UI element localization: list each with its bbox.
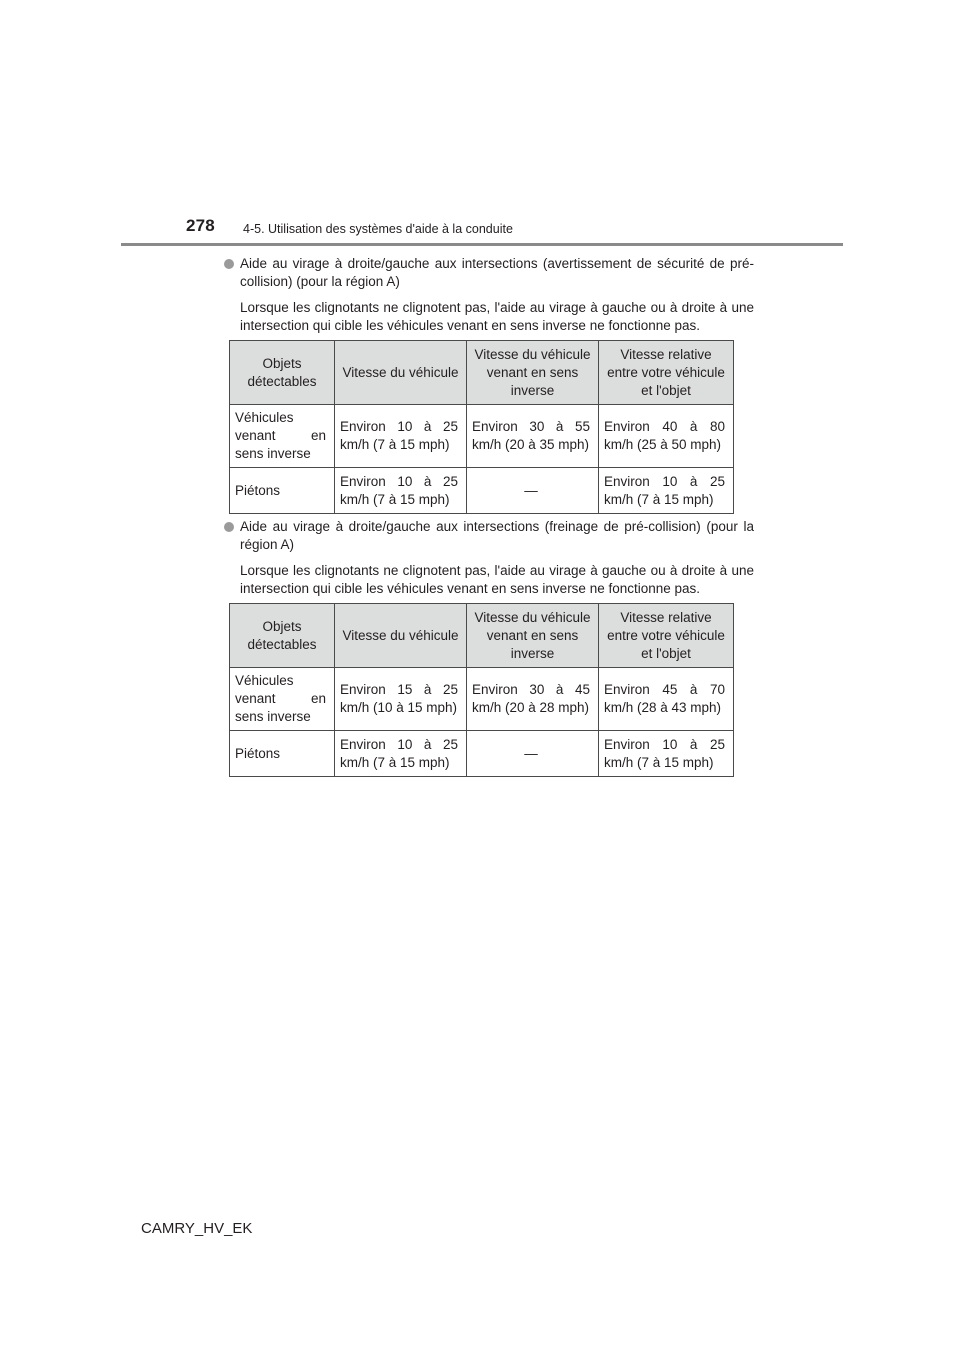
table-cell: Environ 10 à 25 km/h (7 à 15 mph) xyxy=(335,405,467,468)
table-cell: — xyxy=(467,468,599,514)
column-header: Vitesse du véhicule xyxy=(335,341,467,405)
section-2 xyxy=(224,518,754,598)
bullet-body: Lorsque les clignotants ne clignotent pas, l'aide au virage à gauche ou à droite à une intersection qui cible les véhicules venant en sens inverse ne fonctionne pas. xyxy=(240,563,754,596)
column-header: Vitesse relative entre votre véhicule et l'objet xyxy=(599,341,734,405)
spec-table-2 xyxy=(229,603,734,777)
table-cell: Environ 45 à 70 km/h (28 à 43 mph) xyxy=(599,668,734,731)
table-cell: Environ 15 à 25 km/h (10 à 15 mph) xyxy=(335,668,467,731)
bullet-dot-icon xyxy=(224,522,234,532)
column-header: Objets détectables xyxy=(230,604,335,668)
table-header-row xyxy=(230,341,734,405)
bullet-title: Aide au virage à droite/gauche aux intersections (freinage de pré-collision) (pour la région A) xyxy=(240,519,754,552)
header-divider xyxy=(121,243,843,246)
table-header-row xyxy=(230,604,734,668)
column-header: Vitesse du véhicule venant en sens inverse xyxy=(467,604,599,668)
column-header: Objets détectables xyxy=(230,341,335,405)
bullet-item xyxy=(224,255,754,335)
table-cell: — xyxy=(467,731,599,777)
column-header: Vitesse du véhicule venant en sens inverse xyxy=(467,341,599,405)
table-cell: Environ 30 à 45 km/h (20 à 28 mph) xyxy=(467,668,599,731)
table-cell: Piétons xyxy=(230,468,335,514)
table-cell: Piétons xyxy=(230,731,335,777)
table-cell: Environ 10 à 25 km/h (7 à 15 mph) xyxy=(335,468,467,514)
table-row xyxy=(230,668,734,731)
table-row xyxy=(230,731,734,777)
table-cell: Véhicules venant en sens inverse xyxy=(230,668,335,731)
column-header: Vitesse relative entre votre véhicule et l'objet xyxy=(599,604,734,668)
model-code: CAMRY_HV_EK xyxy=(141,1220,253,1237)
table-cell: Environ 40 à 80 km/h (25 à 50 mph) xyxy=(599,405,734,468)
spec-table-1 xyxy=(229,340,734,514)
table-row xyxy=(230,405,734,468)
table-cell: Environ 10 à 25 km/h (7 à 15 mph) xyxy=(599,731,734,777)
bullet-title: Aide au virage à droite/gauche aux intersections (avertissement de sécurité de pré-collision) (pour la région A) xyxy=(240,256,754,289)
table-cell: Environ 10 à 25 km/h (7 à 15 mph) xyxy=(599,468,734,514)
section-1 xyxy=(224,255,754,335)
bullet-dot-icon xyxy=(224,259,234,269)
table-cell: Environ 10 à 25 km/h (7 à 15 mph) xyxy=(335,731,467,777)
table-cell: Véhicules venant en sens inverse xyxy=(230,405,335,468)
bullet-item xyxy=(224,518,754,598)
table-cell: Environ 30 à 55 km/h (20 à 35 mph) xyxy=(467,405,599,468)
page-number: 278 xyxy=(186,216,215,235)
bullet-body: Lorsque les clignotants ne clignotent pas, l'aide au virage à gauche ou à droite à une intersection qui cible les véhicules venant en sens inverse ne fonctionne pas. xyxy=(240,300,754,333)
table-row xyxy=(230,468,734,514)
column-header: Vitesse du véhicule xyxy=(335,604,467,668)
section-header: 4-5. Utilisation des systèmes d'aide à la conduite xyxy=(243,222,513,236)
